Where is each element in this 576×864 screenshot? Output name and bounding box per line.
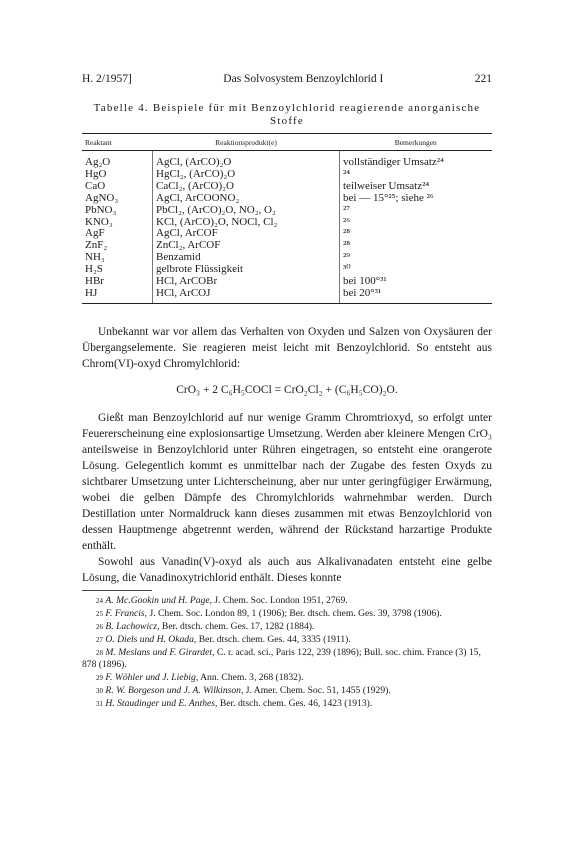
table-row <box>82 264 492 276</box>
main-text <box>82 324 492 586</box>
footnote <box>82 672 492 685</box>
reactant-cell: PbNO₃ <box>82 205 153 217</box>
reactant-cell: AgF <box>82 228 153 240</box>
paragraph-2: Gießt man Benzoylchlorid auf nur wenige Gramm Chromtrioxyd, so erfolgt unter Feuererscheinung eine explosionsartige Umsetzung. Werden aber kleinere Mengen CrO₃ anteilsweise in Benzoylchlorid unter Rühren eingetragen, so entsteht eine orangerote Lösung. Gelegentlich kommt es unmittelbar nach der Zugabe des festen Oxyds zu sichtbarer Umsetzung unter Lichterscheinung, aber nur unter geringfügiger Erwärmung, wobei die gelben Dämpfe des Chromylchlorids wahrnehmbar werden. Durch Destillation unter Normaldruck kann dieses zusammen mit etwas Benzoylchlorid von dessen Hauptmenge abgetrennt werden, während der Rückstand harzartige Produkte enthält. <box>82 411 492 552</box>
table-row <box>82 217 492 229</box>
table-row <box>82 205 492 217</box>
footnote-authors: B. Lachowicz, <box>105 620 160 632</box>
footnote-number: 26 <box>96 622 103 631</box>
reaction-table <box>82 133 492 303</box>
reactant-cell: HJ <box>82 288 153 303</box>
table-row <box>82 151 492 169</box>
footnote-number: 31 <box>96 700 103 709</box>
table-row <box>82 169 492 181</box>
remark-cell: ²⁹ <box>343 251 351 264</box>
remark-cell: bei 20°³¹ <box>343 286 382 299</box>
product-cell: AgCl, ArCOONO₂ <box>153 193 340 205</box>
reactant-cell: AgNO₃ <box>82 193 153 205</box>
table-body <box>82 151 492 303</box>
footnote <box>82 698 492 711</box>
column-header-reactant: Reaktant <box>82 134 153 151</box>
table-bottom-rule <box>82 303 492 304</box>
remark-cell: bei — 15°²⁵; siehe ²⁶ <box>343 191 434 204</box>
footnotes <box>82 595 492 711</box>
reactant-cell: NH₃ <box>82 252 153 264</box>
paragraph-3: Sowohl aus Vanadin(V)-oxyd als auch aus Alkalivanadaten entsteht eine gelbe Lösung, die Vanadinoxytrichlorid enthält. Dieses konnte <box>82 555 492 584</box>
remark-cell: teilweiser Umsatz²⁴ <box>343 179 430 192</box>
running-header <box>82 72 492 86</box>
table-row <box>82 240 492 252</box>
product-cell: ZnCl₂, ArCOF <box>153 240 340 252</box>
table-row <box>82 181 492 193</box>
chemical-equation: CrO₃ + 2 C₆H₅COCl = CrO₂Cl₂ + (C₆H₅CO)₂O. <box>176 383 398 396</box>
footnote-authors: R. W. Borgeson und J. A. Wilkinson, <box>105 685 244 697</box>
product-cell: HCl, ArCOJ <box>153 288 340 303</box>
header-title: Das Solvosystem Benzoylchlorid I <box>223 73 384 85</box>
table-row <box>82 193 492 205</box>
footnote-citation: Ber. dtsch. chem. Ges. 44, 3335 (1911). <box>198 633 351 645</box>
remark-cell: ³⁰ <box>343 263 351 276</box>
paragraph-1: Unbekannt war vor allem das Verhalten von Oxyden und Salzen von Oxysäuren der Übergangselemente. Sie reagieren meist leicht mit Benzoylchlorid. So entsteht aus Chrom(VI)-oxyd Chromylchlorid: <box>82 325 492 370</box>
table-row <box>82 228 492 240</box>
footnote-number: 30 <box>96 687 103 696</box>
product-cell: HgCl₂, (ArCO)₂O <box>153 169 340 181</box>
table-header-row <box>82 134 492 151</box>
footnote-rule <box>82 590 152 591</box>
table-caption-title: Beispiele für mit Benzoylchlorid reagierende anorganische Stoffe <box>152 102 481 127</box>
page-number: 221 <box>474 73 492 85</box>
footnote-citation: Ann. Chem. 3, 268 (1832). <box>200 672 304 684</box>
table-row <box>82 252 492 264</box>
column-header-remarks: Bemerkungen <box>340 134 493 151</box>
footnote-citation: C. r. acad. sci., Paris 122, 239 (1896); Bull. soc. chim. France (3) 15, 878 (1896). <box>82 646 481 671</box>
reactant-cell: HBr <box>82 276 153 288</box>
table-row <box>82 288 492 303</box>
remark-cell: ²⁸ <box>343 239 351 252</box>
footnote <box>82 634 492 647</box>
footnote-authors: F. Francis, <box>105 607 148 619</box>
table-caption <box>82 102 492 128</box>
footnote-authors: O. Diels und H. Okada, <box>105 633 197 645</box>
footnote <box>82 685 492 698</box>
footnote <box>82 621 492 634</box>
journal-page <box>82 72 492 711</box>
product-cell: AgCl, ArCOF <box>153 228 340 240</box>
remark-cell: ²⁶ <box>343 215 351 228</box>
product-cell: CaCl₂, (ArCO)₂O <box>153 181 340 193</box>
footnote-citation: J. Chem. Soc. London 1951, 2769. <box>214 594 348 606</box>
reactant-cell: Ag₂O <box>82 151 153 169</box>
footnote-number: 24 <box>96 596 103 605</box>
remark-cell: ²⁷ <box>343 203 351 216</box>
footnote-authors: A. Mc.Gookin und H. Page, <box>105 594 212 606</box>
table-row <box>82 276 492 288</box>
product-cell: KCl, (ArCO)₂O, NOCl, Cl₂ <box>153 217 340 229</box>
footnote <box>82 595 492 608</box>
reactant-cell: CaO <box>82 181 153 193</box>
footnote-citation: J. Chem. Soc. London 89, 1 (1906); Ber. dtsch. chem. Ges. 39, 3798 (1906). <box>149 607 442 619</box>
reactant-cell: HgO <box>82 169 153 181</box>
footnote-authors: M. Meslans und F. Girardet, <box>105 646 215 658</box>
footnote-number: 25 <box>96 609 103 618</box>
remark-cell: bei 100°³¹ <box>343 275 387 288</box>
footnote-authors: F. Wöhler und J. Liebig, <box>105 672 199 684</box>
remark-cell: ²⁴ <box>343 167 351 180</box>
remark-cell: vollständiger Umsatz²⁴ <box>343 156 444 168</box>
footnote-number: 29 <box>96 674 103 683</box>
footnote-authors: H. Staudinger und E. Anthes, <box>105 698 218 710</box>
product-cell: PbCl₂, (ArCO)₂O, NO₂, O₂ <box>153 205 340 217</box>
footnote <box>82 608 492 621</box>
product-cell: gelbrote Flüssigkeit <box>153 264 340 276</box>
footnote-citation: J. Amer. Chem. Soc. 51, 1455 (1929). <box>245 685 391 697</box>
column-header-products: Reaktionsprodukt(e) <box>153 134 340 151</box>
remark-cell: ²⁸ <box>343 227 351 240</box>
footnote-number: 27 <box>96 635 103 644</box>
product-cell: AgCl, (ArCO)₂O <box>153 151 340 169</box>
product-cell: HCl, ArCOBr <box>153 276 340 288</box>
footnote-number: 28 <box>96 648 103 657</box>
footnote <box>82 647 492 673</box>
reactant-cell: KNO₃ <box>82 217 153 229</box>
header-volume: H. 2/1957] <box>82 73 132 85</box>
product-cell: Benzamid <box>153 252 340 264</box>
footnote-citation: Ber. dtsch. chem. Ges. 17, 1282 (1884). <box>161 620 315 632</box>
table-caption-label: Tabelle 4. <box>93 102 149 114</box>
reactant-cell: H₂S <box>82 264 153 276</box>
reactant-cell: ZnF₂ <box>82 240 153 252</box>
footnote-citation: Ber. dtsch. chem. Ges. 46, 1423 (1913). <box>219 698 373 710</box>
